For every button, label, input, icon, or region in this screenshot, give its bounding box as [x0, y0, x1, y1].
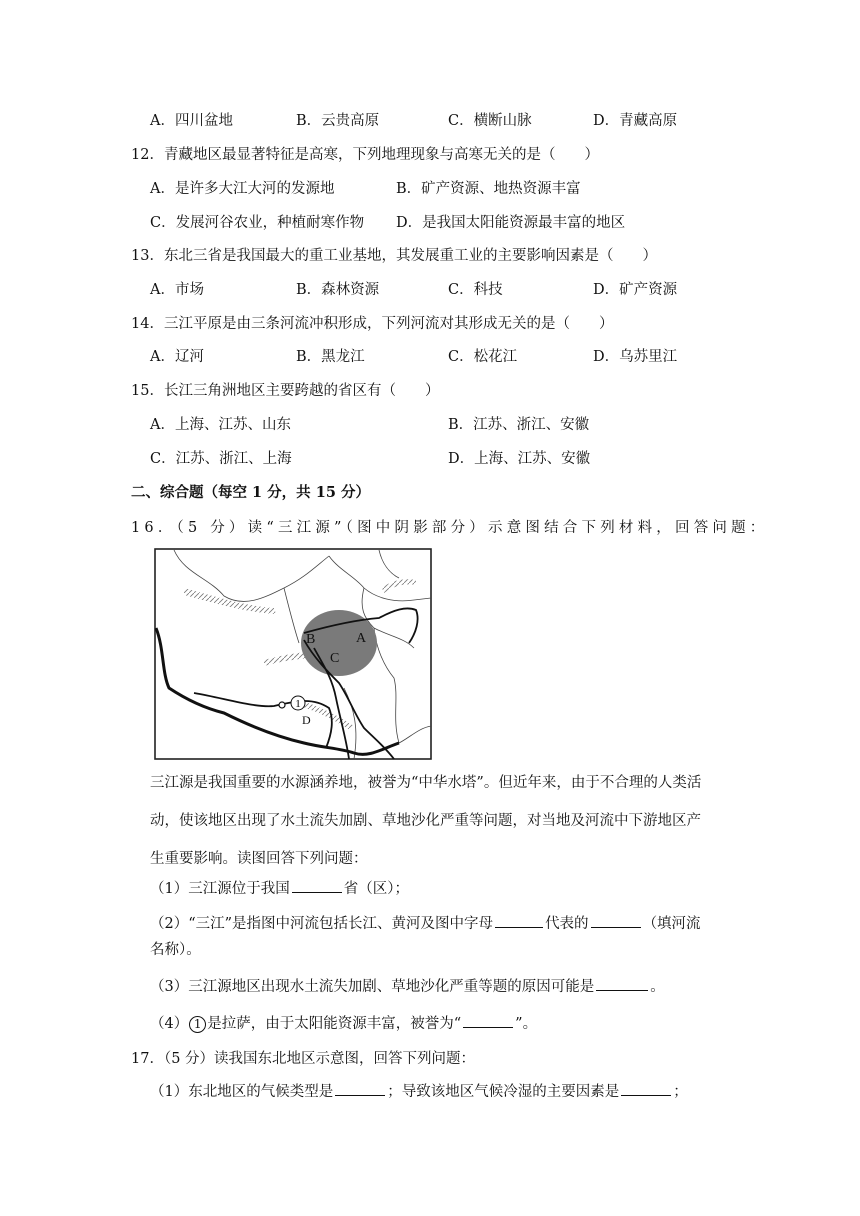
q17-stem: 17．（5 分）读我国东北地区示意图，回答下列问题：	[131, 1051, 476, 1067]
q15-option-b: B．江苏、浙江、安徽	[448, 417, 590, 433]
answer-blank[interactable]	[621, 1081, 671, 1096]
q15-option-c: C．江苏、浙江、上海	[150, 451, 292, 467]
answer-blank[interactable]	[495, 913, 543, 928]
section-heading: 二、综合题（每空 1 分，共 15 分）	[131, 484, 370, 501]
q12-option-c: C．发展河谷农业，种植耐寒作物	[150, 215, 365, 231]
q16-sub3-suffix: 。	[650, 979, 665, 995]
q11-option-c: C．横断山脉	[448, 113, 532, 129]
map-label-1: 1	[295, 698, 301, 710]
q16-sub4-suffix: ”。	[515, 1016, 538, 1032]
q13-option-c: C．科技	[448, 282, 503, 298]
q11-option-a: A．四川盆地	[150, 113, 233, 129]
map-label-b: B	[306, 632, 316, 647]
q12-option-b: B．矿产资源、地热资源丰富	[396, 181, 581, 197]
q16-sub4-text: 是拉萨，由于太阳能资源丰富，被誉为“	[207, 1016, 462, 1032]
sanjiangyuan-map	[154, 548, 432, 760]
circle-1-marker: 1	[189, 1016, 206, 1033]
q17-sub1	[150, 1081, 688, 1102]
q12-option-a: A．是许多大江大河的发源地	[150, 181, 335, 197]
q14-option-a: A．辽河	[150, 349, 204, 365]
q16-sub1-text: （1）三江源位于我国	[150, 881, 290, 897]
q16-sub1-suffix: 省（区）；	[343, 881, 409, 897]
q16-sub1	[150, 878, 409, 899]
q14-stem: 14．三江平原是由三条河流冲积形成，下列河流对其形成无关的是（ ）	[131, 316, 614, 332]
q16-sub2-cont: 名称）。	[150, 942, 201, 958]
map-label-c: C	[330, 651, 340, 666]
q13-option-d: D．矿产资源	[593, 282, 678, 298]
q17-sub1-text-c: ；	[673, 1084, 688, 1100]
answer-blank[interactable]	[596, 976, 648, 991]
q16-sub4-prefix: （4）	[150, 1016, 189, 1032]
q13-option-a: A．市场	[150, 282, 204, 298]
answer-blank[interactable]	[335, 1081, 385, 1096]
answer-blank[interactable]	[591, 913, 641, 928]
answer-blank[interactable]	[292, 878, 342, 893]
q16-sub2-text-b: 代表的	[545, 916, 589, 932]
q16-material-line-2: 动，使该地区出现了水土流失加剧、草地沙化严重等问题，对当地及河流中下游地区产	[150, 813, 701, 829]
q16-stem: 16．（5 分）读“三江源”（图中阴影部分）示意图结合下列材料，回答问题：	[131, 520, 769, 536]
answer-blank[interactable]	[463, 1013, 513, 1028]
q15-stem: 15．长江三角洲地区主要跨越的省区有（ ）	[131, 383, 440, 399]
q17-sub1-text-a: （1）东北地区的气候类型是	[150, 1084, 334, 1100]
lhasa-dot	[279, 702, 285, 708]
q14-option-d: D．乌苏里江	[593, 349, 678, 365]
q12-option-d: D．是我国太阳能资源最丰富的地区	[396, 215, 626, 231]
q16-sub3	[150, 976, 665, 997]
q16-sub3-text: （3）三江源地区出现水土流失加剧、草地沙化严重等题的原因可能是	[150, 979, 595, 995]
q13-option-b: B．森林资源	[296, 282, 380, 298]
q16-sub2-text-c: （填河流	[642, 916, 701, 932]
q13-stem: 13．东北三省是我国最大的重工业基地，其发展重工业的主要影响因素是（ ）	[131, 248, 657, 264]
map-label-d: D	[302, 713, 311, 727]
q14-option-b: B．黑龙江	[296, 349, 365, 365]
q11-option-b: B．云贵高原	[296, 113, 380, 129]
q16-sub2	[150, 913, 701, 934]
map-label-a: A	[356, 631, 367, 646]
q12-stem: 12．青藏地区最显著特征是高寒，下列地理现象与高寒无关的是（ ）	[131, 147, 599, 163]
q16-sub2-text-a: （2）“三江”是指图中河流包括长江、黄河及图中字母	[150, 916, 494, 932]
q14-option-c: C．松花江	[448, 349, 518, 365]
q15-option-d: D．上海、江苏、安徽	[448, 451, 591, 467]
q16-sub4	[150, 1013, 537, 1034]
q15-option-a: A．上海、江苏、山东	[150, 417, 291, 433]
q11-option-d: D．青藏高原	[593, 113, 678, 129]
q17-sub1-text-b: ；导致该地区气候冷湿的主要因素是	[387, 1084, 620, 1100]
q16-material-line-1: 三江源是我国重要的水源涵养地，被誉为“中华水塔”。但近年来，由于不合理的人类活	[150, 775, 702, 791]
q16-material-line-3: 生重要影响。读图回答下列问题：	[150, 851, 368, 867]
